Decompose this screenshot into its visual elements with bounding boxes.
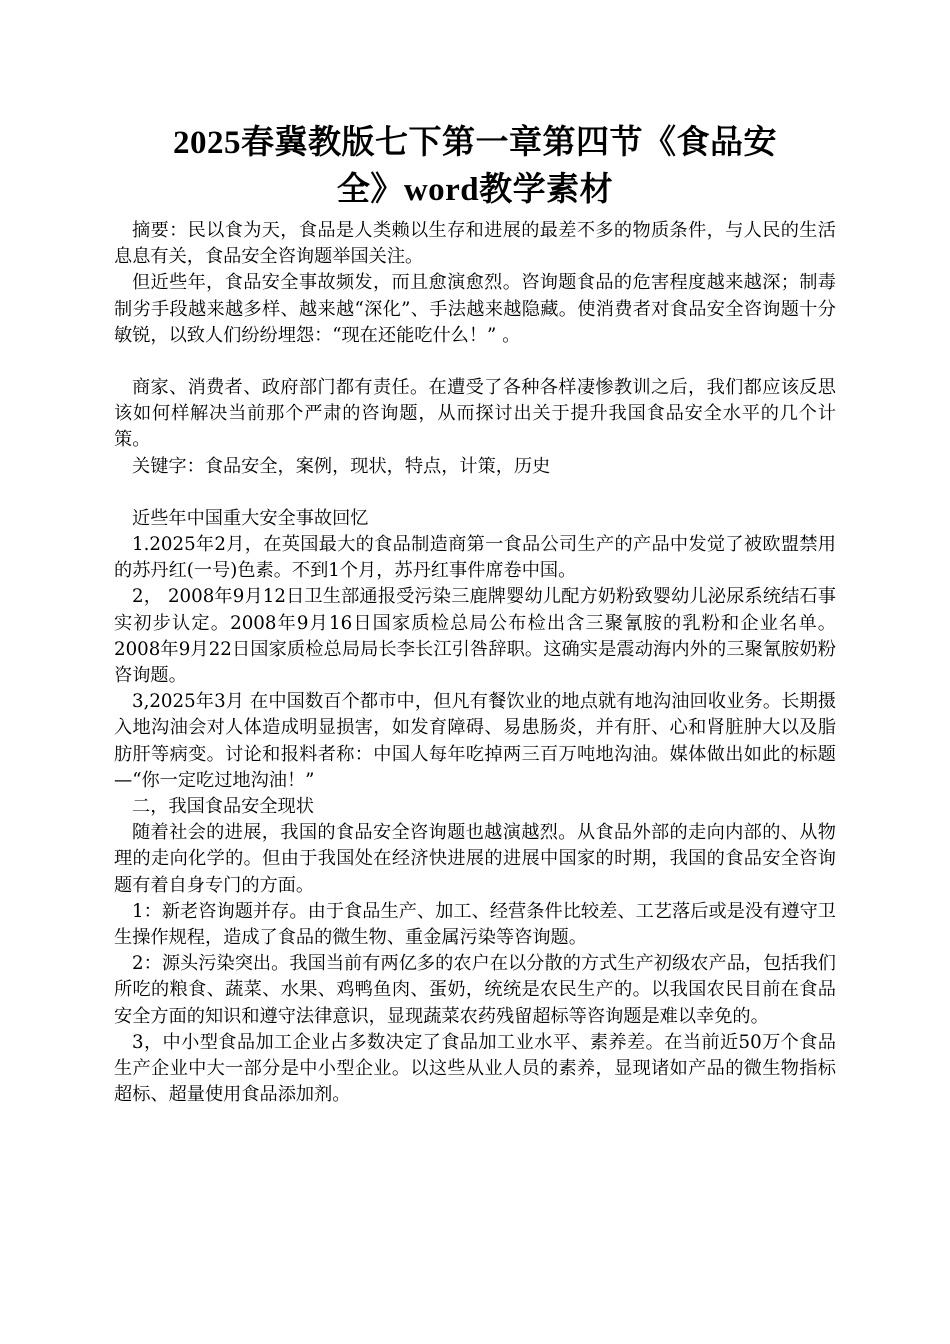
- body-paragraph: 商家、消费者、政府部门都有责任。在遭受了各种各样凄惨教训之后，我们都应该反思该如何样解决当前那个严肃的咨询题，从而探讨出关于提升我国食品安全水平的几个计策。: [114, 377, 836, 451]
- list-item: 3,2025年3月 在中国数百个都市中，但凡有餐饮业的地点就有地沟油回收业务。长期摄入地沟油会对人体造成明显损害，如发育障碍、易患肠炎，并有肝、心和肾脏肿大以及脂肪肝等病变。讨论和报料者称：中国人每年吃掉两三百万吨地沟油。媒体做出如此的标题—“你一定吃过地沟油！”: [114, 691, 836, 791]
- title-line-1: 2025春冀教版七下第一章第四节《食品安: [173, 125, 777, 161]
- title-line-2: 全》word教学素材: [336, 172, 614, 208]
- list-item: 2：源头污染突出。我国当前有两亿多的农户在以分散的方式生产初级农产品，包括我们所吃的粮食、蔬菜、水果、鸡鸭鱼肉、蛋奶，统统是农民生产的。以我国农民目前在食品安全方面的知识和遵守法律意识，显现蔬菜农药残留超标等咨询题是难以幸免的。: [114, 953, 836, 1027]
- section-heading: 二，我国食品安全现状: [132, 796, 314, 818]
- list-item: 3，中小型食品加工企业占多数决定了食品加工业水平、素养差。在当前近50万个食品生产企业中大一部分是中小型企业。以这些从业人员的素养，显现诸如产品的微生物指标超标、超量使用食品添加剂。: [114, 1031, 836, 1106]
- body-paragraph: 但近些年，食品安全事故频发，而且愈演愈烈。咨询题食品的危害程度越来越深；制毒制劣手段越来越多样、越来越“深化”、手法越来越隐藏。使消费者对食品安全咨询题十分敏锐，以致人们纷纷埋怨：“现在还能吃什么！” 。: [114, 272, 836, 346]
- section-heading: 近些年中国重大安全事故回忆: [132, 507, 369, 529]
- list-item: 1：新老咨询题并存。由于食品生产、加工、经营条件比较差、工艺落后或是没有遵守卫生操作规程，造成了食品的微生物、重金属污染等咨询题。: [114, 900, 836, 949]
- document-title: [114, 120, 836, 214]
- body-paragraph: 随着社会的进展，我国的食品安全咨询题也越演越烈。从食品外部的走向内部的、从物理的走向化学的。但由于我国处在经济快进展的进展中国家的时期，我国的食品安全咨询题有着自身专门的方面。: [114, 822, 836, 896]
- keywords-paragraph: 关键字：食品安全，案例，现状，特点，计策，历史: [132, 455, 551, 477]
- abstract-paragraph: 摘要：民以食为天，食品是人类赖以生存和进展的最差不多的物质条件，与人民的生活息息有关，食品安全咨询题举国关注。: [114, 220, 836, 268]
- document-page: [114, 120, 836, 1109]
- document-body: [114, 218, 836, 1109]
- list-item: 1.2025年2月，在英国最大的食品制造商第一食品公司生产的产品中发觉了被欧盟禁用的苏丹红(一号)色素。不到1个月，苏丹红事件席卷中国。: [114, 534, 836, 582]
- list-item: 2， 2008年9月12日卫生部通报受污染三鹿牌婴幼儿配方奶粉致婴幼儿泌尿系统结石事实初步认定。2008年9月16日国家质检总局公布检出含三聚氰胺的乳粉和企业名单。2008年9月22日国家质检总局局长李长江引咎辞职。这确实是震动海内外的三聚氰胺奶粉咨询题。: [114, 586, 836, 687]
